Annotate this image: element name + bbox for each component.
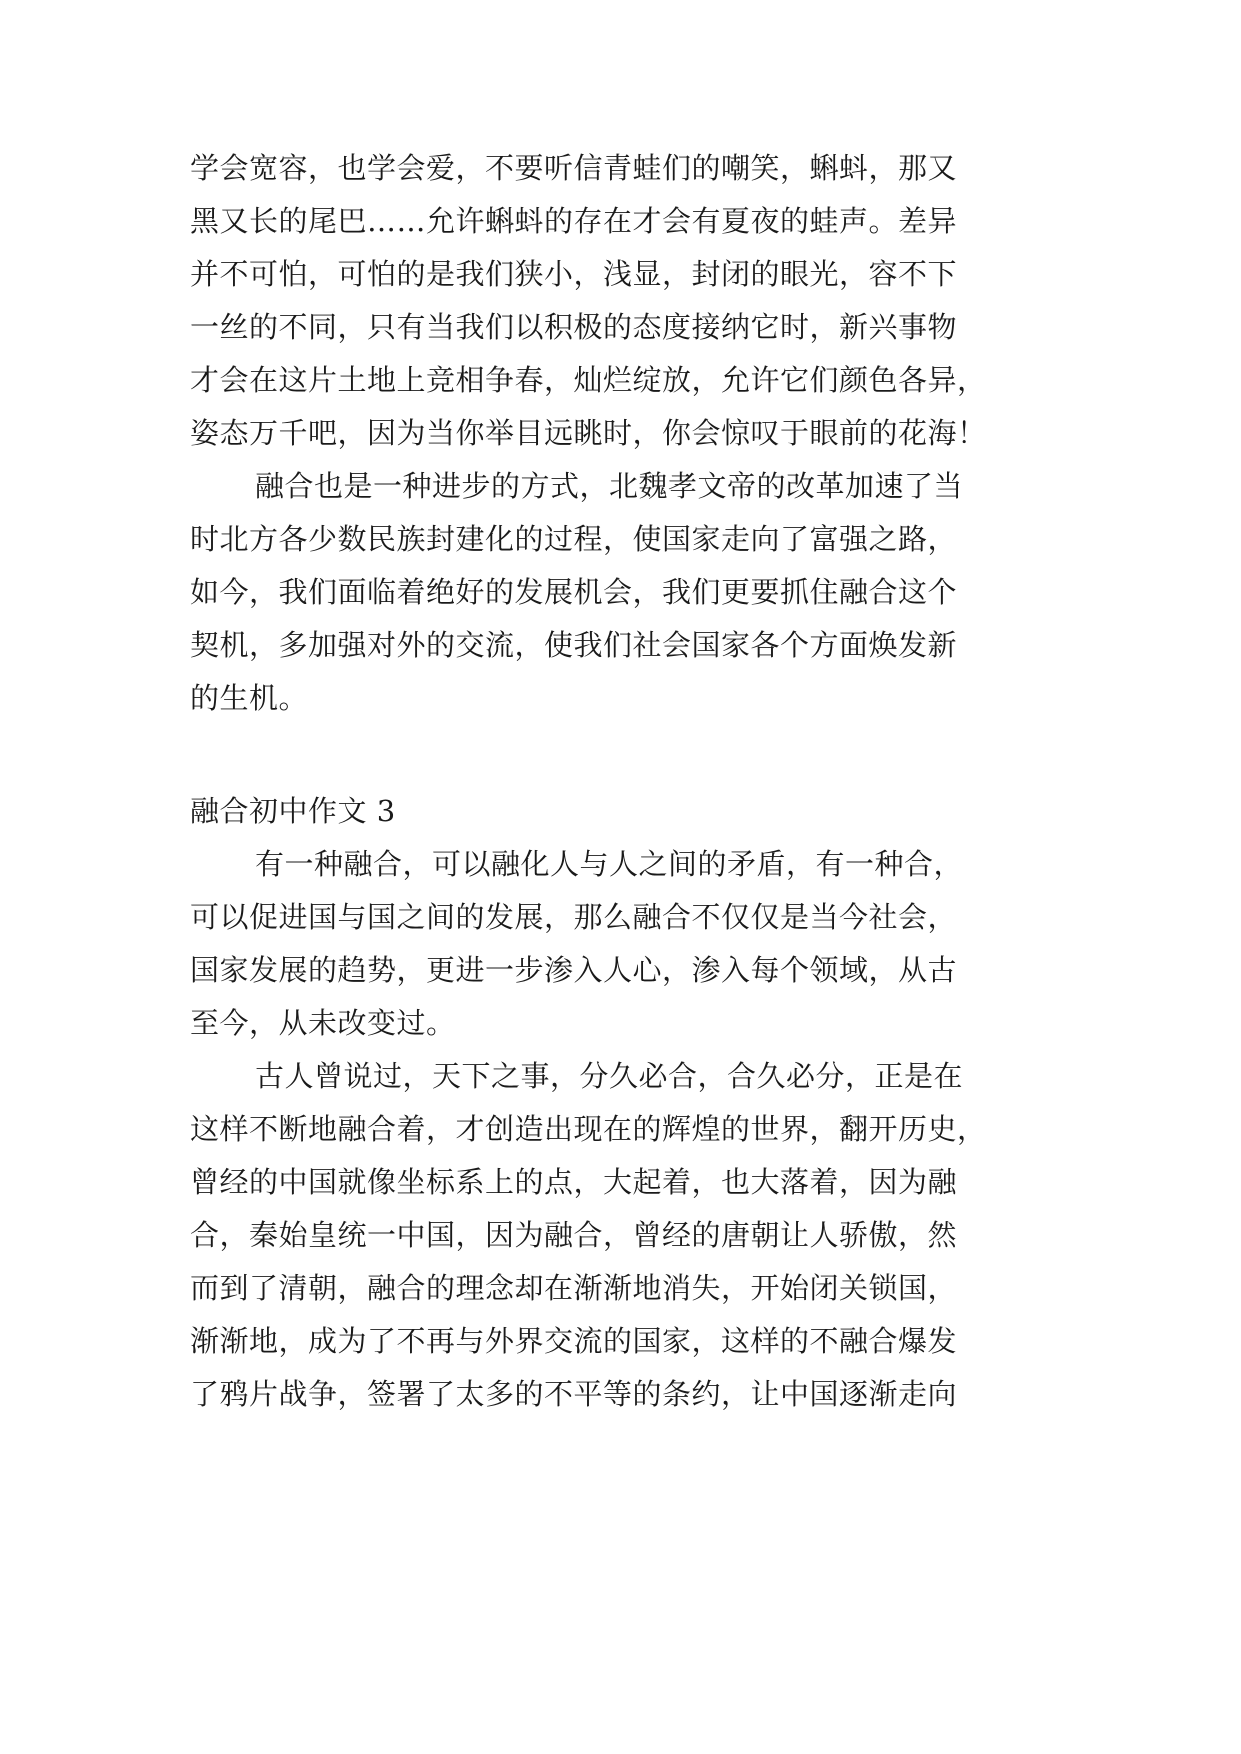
paragraph-1-line-5: 才会在这片土地上竞相争春，灿烂绽放，允许它们颜色各异，	[190, 363, 987, 397]
paragraph-4-line-2: 这样不断地融合着，才创造出现在的辉煌的世界，翻开历史，	[190, 1112, 987, 1146]
paragraph-4-line-4: 合，秦始皇统一中国，因为融合，曾经的唐朝让人骄傲，然	[190, 1218, 958, 1252]
paragraph-2-line-3: 如今，我们面临着绝好的发展机会，我们更要抓住融合这个	[190, 575, 958, 609]
paragraph-3-line-4: 至今，从未改变过。	[190, 1006, 456, 1040]
paragraph-1-line-2: 黑又长的尾巴……允许蝌蚪的存在才会有夏夜的蛙声。差异	[190, 204, 958, 238]
paragraph-1-line-6: 姿态万千吧，因为当你举目远眺时，你会惊叹于眼前的花海！	[190, 416, 987, 450]
paragraph-1-line-1: 学会宽容，也学会爱，不要听信青蛙们的嘲笑，蝌蚪，那又	[190, 151, 958, 185]
paragraph-4-line-6: 渐渐地，成为了不再与外界交流的国家，这样的不融合爆发	[190, 1324, 958, 1358]
paragraph-1-line-3: 并不可怕，可怕的是我们狭小，浅显，封闭的眼光，容不下	[190, 257, 958, 291]
paragraph-2-line-5: 的生机。	[190, 681, 309, 715]
paragraph-4-line-1: 古人曾说过，天下之事，分久必合，合久必分，正是在	[255, 1059, 964, 1093]
paragraph-3-line-1: 有一种融合，可以融化人与人之间的矛盾，有一种合，	[255, 847, 964, 881]
paragraph-2-line-2: 时北方各少数民族封建化的过程，使国家走向了富强之路，	[190, 522, 958, 556]
paragraph-1-line-4: 一丝的不同，只有当我们以积极的态度接纳它时，新兴事物	[190, 310, 958, 344]
section-title: 融合初中作文 3	[190, 794, 396, 828]
paragraph-2-line-1: 融合也是一种进步的方式，北魏孝文帝的改革加速了当	[255, 469, 964, 503]
paragraph-4-line-3: 曾经的中国就像坐标系上的点，大起着，也大落着，因为融	[190, 1165, 958, 1199]
paragraph-4-line-7: 了鸦片战争，签署了太多的不平等的条约，让中国逐渐走向	[190, 1377, 958, 1411]
paragraph-4-line-5: 而到了清朝，融合的理念却在渐渐地消失，开始闭关锁国，	[190, 1271, 958, 1305]
paragraph-3-line-3: 国家发展的趋势，更进一步渗入人心，渗入每个领域，从古	[190, 953, 958, 987]
paragraph-2-line-4: 契机，多加强对外的交流，使我们社会国家各个方面焕发新	[190, 628, 958, 662]
paragraph-3-line-2: 可以促进国与国之间的发展，那么融合不仅仅是当今社会，	[190, 900, 958, 934]
